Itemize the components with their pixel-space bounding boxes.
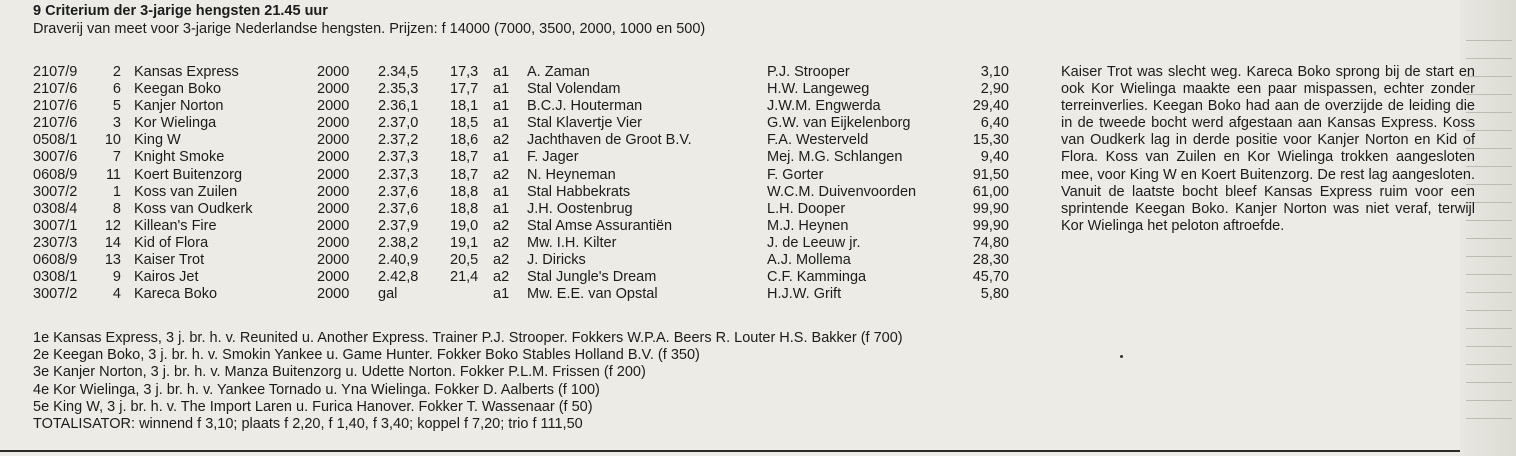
result-owner: Stal Volendam bbox=[527, 81, 621, 98]
result-horse: King W bbox=[134, 132, 181, 149]
result-driver: F.A. Westerveld bbox=[767, 132, 869, 149]
result-start: a2 bbox=[493, 132, 510, 149]
result-start: a2 bbox=[493, 234, 510, 251]
result-time: 2.37,2 bbox=[378, 132, 419, 149]
result-owner: B.C.J. Houterman bbox=[527, 98, 643, 115]
result-code: 3007/2 bbox=[33, 286, 78, 303]
result-km: 17,3 bbox=[450, 64, 479, 80]
result-km: 18,7 bbox=[450, 149, 479, 166]
placings-details bbox=[33, 330, 903, 433]
result-start: a1 bbox=[493, 64, 510, 80]
result-odds: 29,40 bbox=[972, 98, 1009, 115]
result-code: 3007/6 bbox=[33, 149, 78, 166]
result-driver: L.H. Dooper bbox=[767, 200, 846, 217]
result-code: 2107/6 bbox=[33, 115, 78, 132]
result-distance: 2000 bbox=[317, 183, 350, 200]
result-nr: 11 bbox=[105, 166, 121, 183]
result-odds: 99,90 bbox=[972, 200, 1009, 217]
result-start: a2 bbox=[493, 252, 510, 269]
result-start: a2 bbox=[493, 166, 510, 183]
result-driver: Mej. M.G. Schlangen bbox=[767, 149, 903, 166]
result-distance: 2000 bbox=[317, 64, 350, 80]
result-owner: N. Heyneman bbox=[527, 166, 616, 183]
result-time: 2.36,1 bbox=[378, 98, 419, 115]
result-odds: 91,50 bbox=[972, 166, 1009, 183]
result-horse: Kaiser Trot bbox=[134, 252, 205, 269]
result-code: 3007/1 bbox=[33, 217, 78, 234]
result-nr: 3 bbox=[112, 115, 121, 132]
result-distance: 2000 bbox=[317, 98, 350, 115]
result-horse: Koss van Oudkerk bbox=[134, 200, 253, 217]
result-horse: Knight Smoke bbox=[134, 149, 225, 166]
result-horse: Kansas Express bbox=[134, 64, 239, 80]
placing-line: 3e Kanjer Norton, 3 j. br. h. v. Manza Buitenzorg u. Udette Norton. Fokker P.L.M. Frissen (f 200) bbox=[33, 364, 646, 381]
result-km: 18,8 bbox=[450, 183, 479, 200]
result-time: 2.38,2 bbox=[378, 234, 419, 251]
result-code: 3007/2 bbox=[33, 183, 78, 200]
race-header bbox=[33, 2, 705, 38]
result-distance: 2000 bbox=[317, 269, 350, 286]
result-nr: 5 bbox=[112, 98, 121, 115]
result-odds: 3,10 bbox=[980, 64, 1009, 80]
result-owner: Stal Habbekrats bbox=[527, 183, 631, 200]
result-code: 0608/9 bbox=[33, 166, 78, 183]
result-owner: Stal Klavertje Vier bbox=[527, 115, 642, 132]
result-time: 2.40,9 bbox=[378, 252, 419, 269]
result-owner: F. Jager bbox=[527, 149, 579, 166]
result-driver: H.J.W. Grift bbox=[767, 286, 842, 303]
bottom-rule bbox=[0, 450, 1460, 452]
result-nr: 9 bbox=[112, 269, 121, 286]
result-start: a1 bbox=[493, 149, 510, 166]
result-horse: Kor Wielinga bbox=[134, 115, 217, 132]
result-code: 0308/4 bbox=[33, 200, 78, 217]
result-driver: W.C.M. Duivenvoorden bbox=[767, 183, 917, 200]
result-km: 20,5 bbox=[450, 252, 479, 269]
placing-line: 1e Kansas Express, 3 j. br. h. v. Reunited u. Another Express. Trainer P.J. Strooper. Fokkers W.P.A. Beers R. Louter H.S. Bakker (f 700) bbox=[33, 330, 903, 346]
result-horse: Koss van Zuilen bbox=[134, 183, 238, 200]
result-start: a1 bbox=[493, 183, 510, 200]
result-nr: 14 bbox=[104, 234, 121, 251]
result-start: a1 bbox=[493, 286, 510, 303]
result-odds: 99,90 bbox=[972, 217, 1009, 234]
result-nr: 7 bbox=[112, 149, 121, 166]
result-odds: 45,70 bbox=[972, 269, 1009, 286]
result-code: 0608/9 bbox=[33, 252, 78, 269]
result-horse: Kareca Boko bbox=[134, 286, 218, 303]
result-nr: 2 bbox=[112, 64, 121, 80]
result-km: 21,4 bbox=[450, 269, 479, 286]
race-conditions: Draverij van meet voor 3-jarige Nederlandse hengsten. Prijzen: f 14000 (7000, 3500, 2000, 1000 en 500) bbox=[33, 21, 706, 37]
result-distance: 2000 bbox=[317, 115, 350, 132]
result-distance: 2000 bbox=[317, 286, 350, 303]
result-odds: 2,90 bbox=[980, 81, 1009, 98]
result-driver: J.W.M. Engwerda bbox=[767, 98, 881, 115]
result-code: 0308/1 bbox=[33, 269, 78, 286]
result-code: 2307/3 bbox=[33, 234, 78, 251]
result-distance: 2000 bbox=[317, 166, 350, 183]
result-start: a1 bbox=[493, 200, 510, 217]
result-driver: G.W. van Eijkelenborg bbox=[767, 115, 911, 132]
result-nr: 10 bbox=[104, 132, 121, 149]
result-owner: Jachthaven de Groot B.V. bbox=[527, 132, 692, 149]
result-km: 18,1 bbox=[450, 98, 479, 115]
result-nr: 13 bbox=[104, 252, 121, 269]
result-km: 19,1 bbox=[450, 234, 479, 251]
result-km: 17,7 bbox=[450, 81, 479, 98]
result-nr: 6 bbox=[112, 81, 121, 98]
result-horse: Kairos Jet bbox=[134, 269, 199, 286]
result-owner: Mw. I.H. Kilter bbox=[527, 234, 617, 251]
result-horse: Killean's Fire bbox=[134, 217, 217, 234]
result-nr: 8 bbox=[112, 200, 121, 217]
result-code: 2107/9 bbox=[33, 64, 78, 80]
result-driver: F. Gorter bbox=[767, 166, 824, 183]
result-distance: 2000 bbox=[317, 81, 350, 98]
result-horse: Keegan Boko bbox=[134, 81, 222, 98]
result-time: gal bbox=[378, 286, 398, 303]
result-odds: 28,30 bbox=[972, 252, 1009, 269]
placing-line: 4e Kor Wielinga, 3 j. br. h. v. Yankee Tornado u. Yna Wielinga. Fokker D. Aalberts (f 100) bbox=[33, 381, 600, 398]
result-odds: 61,00 bbox=[972, 183, 1009, 200]
result-time: 2.37,6 bbox=[378, 200, 419, 217]
result-nr: 12 bbox=[104, 217, 121, 234]
result-time: 2.37,0 bbox=[378, 115, 419, 132]
result-distance: 2000 bbox=[317, 234, 350, 251]
placing-line: 2e Keegan Boko, 3 j. br. h. v. Smokin Yankee u. Game Hunter. Fokker Boko Stables Holland B.V. (f 350) bbox=[33, 347, 700, 364]
result-code: 2107/6 bbox=[33, 81, 78, 98]
result-odds: 9,40 bbox=[980, 149, 1009, 166]
result-owner: J. Diricks bbox=[527, 252, 586, 269]
result-odds: 6,40 bbox=[980, 115, 1009, 132]
result-nr: 4 bbox=[112, 286, 121, 303]
result-start: a2 bbox=[493, 269, 510, 286]
result-horse: Kanjer Norton bbox=[134, 98, 224, 115]
result-owner: A. Zaman bbox=[527, 64, 590, 80]
totalisator-line: TOTALISATOR: winnend f 3,10; plaats f 2,20, f 1,40, f 3,40; koppel f 7,20; trio f 111,50 bbox=[33, 416, 583, 433]
result-start: a1 bbox=[493, 81, 510, 98]
result-km: 18,8 bbox=[450, 200, 479, 217]
result-distance: 2000 bbox=[317, 132, 350, 149]
placing-line: 5e King W, 3 j. br. h. v. The Import Laren u. Furica Hanover. Fokker T. Wassenaar (f 50) bbox=[33, 398, 593, 415]
result-start: a1 bbox=[493, 115, 510, 132]
result-km: 18,6 bbox=[450, 132, 479, 149]
result-driver: P.J. Strooper bbox=[767, 64, 850, 80]
result-km: 18,7 bbox=[450, 166, 479, 183]
result-distance: 2000 bbox=[317, 200, 350, 217]
result-start: a2 bbox=[493, 217, 510, 234]
result-time: 2.34,5 bbox=[378, 64, 419, 80]
result-time: 2.37,3 bbox=[378, 149, 419, 166]
result-horse: Koert Buitenzorg bbox=[134, 166, 243, 183]
result-distance: 2000 bbox=[317, 217, 350, 234]
result-odds: 5,80 bbox=[980, 286, 1009, 303]
result-code: 2107/6 bbox=[33, 98, 78, 115]
result-driver: J. de Leeuw jr. bbox=[767, 234, 861, 251]
print-speck bbox=[1120, 355, 1123, 358]
result-owner: Stal Jungle's Dream bbox=[527, 269, 657, 286]
result-start: a1 bbox=[493, 98, 510, 115]
race-report-text: Kaiser Trot was slecht weg. Kareca Boko sprong bij de start en ook Kor Wielinga maakte een paar mispassen, echter zonder terreinverlies. Keegan Boko had aan de overzijde de leiding die in de tweede bocht werd afgestaan aan Kansas Express. Koss van Oudkerk lag in derde positie voor Kanjer Norton en Kid of Flora. Koss van Zuilen en Kor Wielinga trokken aangesloten mee, voor King W en Koert Buitenzorg. De rest lag aangesloten. Vanuit de laatste bocht bleef Kansas Express ruim voor een sprintende Keegan Boko. Kanjer Norton was niet veraf, terwijl Kor Wielinga het peloton aftroefde. bbox=[1061, 64, 1475, 234]
result-driver: C.F. Kamminga bbox=[767, 269, 867, 286]
result-time: 2.37,9 bbox=[378, 217, 419, 234]
result-owner: Stal Amse Assurantiën bbox=[527, 217, 673, 234]
result-driver: A.J. Mollema bbox=[767, 252, 851, 269]
result-driver: H.W. Langeweg bbox=[767, 81, 870, 98]
result-code: 0508/1 bbox=[33, 132, 78, 149]
result-driver: M.J. Heynen bbox=[767, 217, 849, 234]
result-time: 2.37,6 bbox=[378, 183, 419, 200]
result-time: 2.35,3 bbox=[378, 81, 419, 98]
result-time: 2.42,8 bbox=[378, 269, 419, 286]
result-owner: Mw. E.E. van Opstal bbox=[527, 286, 658, 303]
race-report bbox=[1061, 64, 1475, 235]
result-distance: 2000 bbox=[317, 149, 350, 166]
result-horse: Kid of Flora bbox=[134, 234, 209, 251]
result-km: 19,0 bbox=[450, 217, 479, 234]
result-odds: 15,30 bbox=[972, 132, 1009, 149]
result-odds: 74,80 bbox=[972, 234, 1009, 251]
result-km: 18,5 bbox=[450, 115, 479, 132]
race-title: 9 Criterium der 3-jarige hengsten 21.45 uur bbox=[33, 3, 328, 19]
result-owner: J.H. Oostenbrug bbox=[527, 200, 633, 217]
result-time: 2.37,3 bbox=[378, 166, 419, 183]
result-nr: 1 bbox=[112, 183, 121, 200]
result-distance: 2000 bbox=[317, 252, 350, 269]
